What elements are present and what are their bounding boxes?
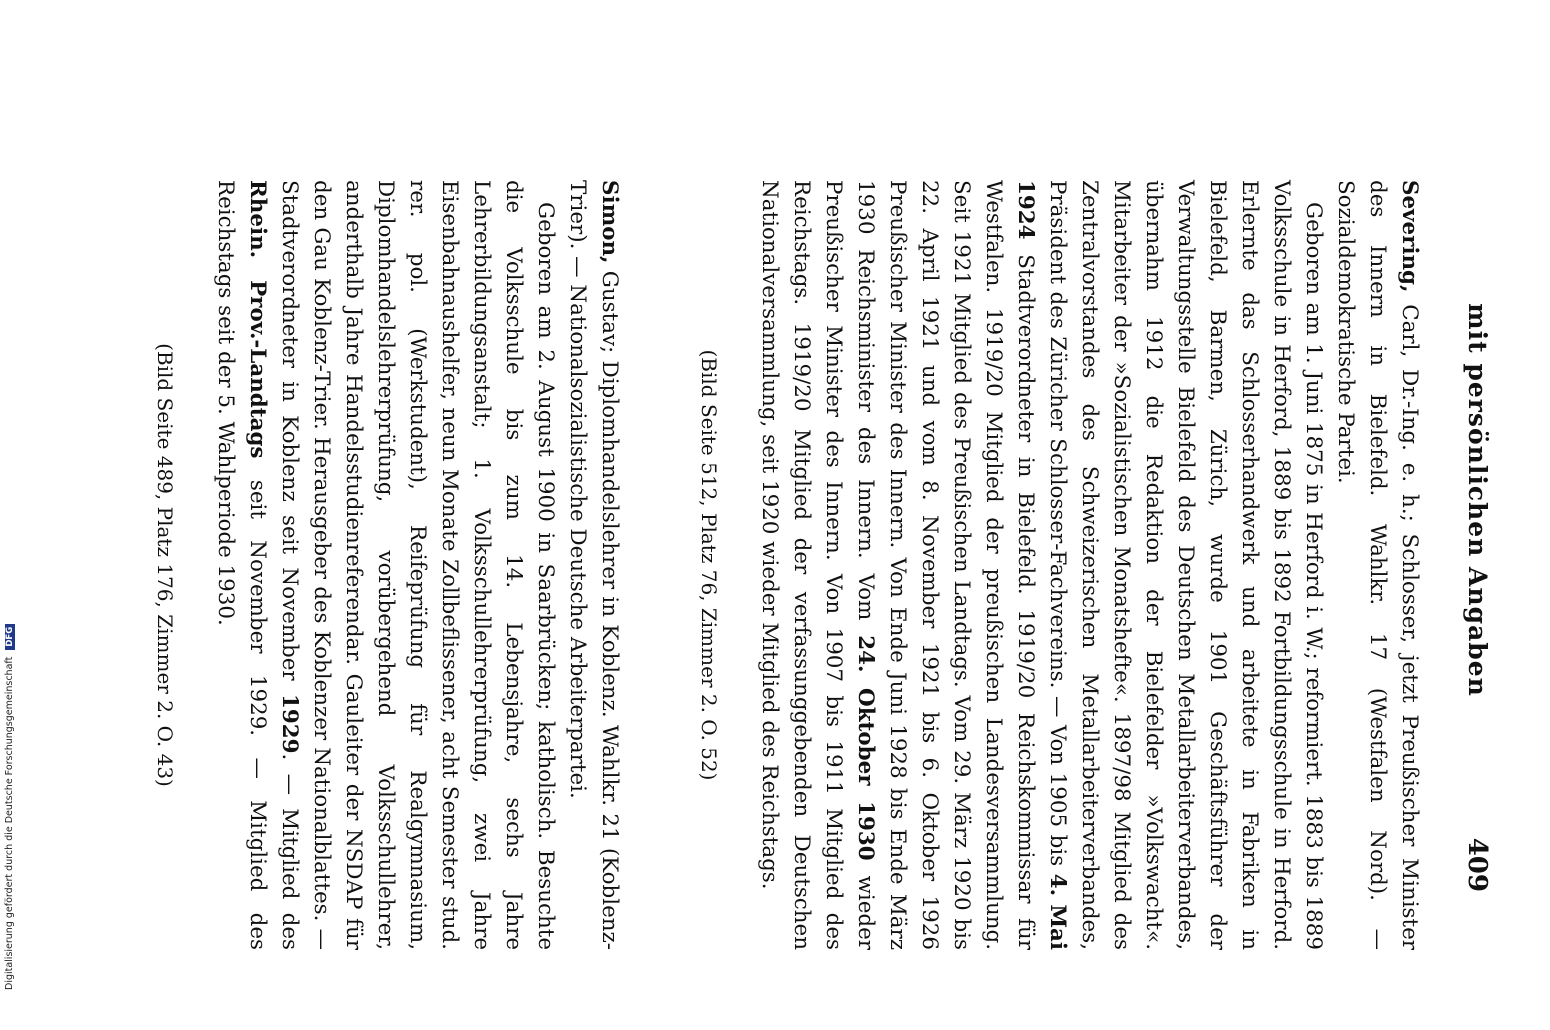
entry-intro: Carl, Dr.-Ing. e. h.; Schlosser, jetzt Preußischer Minister des Innern in Bielefeld. Wahlkr. 17 (Westfalen Nord). — Sozialdemokratische Partei. [1333,180,1422,950]
entry-body-text: wieder Preußischer Minister des Innern. Von 1907 bis 1911 Mitglied des Reichstags. 1919/20 Mitglied der verfassunggebenden Deutschen Nationalversammlung, seit 1920 wieder Mitglied des Reichstags. [757,180,878,950]
entry-name: Severing, [1397,180,1422,293]
entry-body-text: Geboren am 1. Juni 1875 in Herford i. W.; reformiert. 1883 bis 1889 Volksschule in Herford, 1889 bis 1892 Fortbildungsschule in Herford. Erlernte das Schlosserhandwerk und arbeitete in Fabriken in Bielefeld, Barmen, Zürich, wurde 1901 Geschäftsführer der Verwaltungsstelle Bielefeld des Deutschen Metallarbeiterverbandes, übernahm 1912 die Redaktion der Bielefelder »Volkswacht«. Mitarbeiter der »Sozialistischen Monatshefte«. 1897/98 Mitglied des Zentralvorstandes des Schweizerischen Metallarbeiterverbandes, Präsident des Züricher Schlosser-Fachvereins. — Von 1905 bis [1045,180,1326,950]
page-number: 409 [1462,837,1492,892]
page-header [1452,0,1492,1000]
entry-body-bold: 1929 [277,693,302,754]
entry-body [753,180,1329,950]
biography-entry-severing [693,30,1425,1030]
entry-body-text: Stadtverordneter in Bielefeld. 1919/20 Reichskommissar für Westfalen. 1919/20 Mitglied der preußischen Landesversammlung. Seit 1921 Mitglied des Preußischen Landtags. Vom 29. März 1920 bis 22. April 1921 und vom 8. November 1921 bis 6. Oktober 1926 Preußischer Minister des Innern. Von Ende Juni 1928 bis Ende März 1930 Reichsminister des Innern. Vom [853,180,1038,950]
entry-intro: Gustav; Diplomhandelslehrer in Koblenz. Wahlkr. 21 (Koblenz-Trier). — Nationalsozialistische Deutsche Arbeiterpartei. [565,180,622,950]
entry-body [209,180,561,950]
entry-name: Simon, [597,180,622,264]
entry-body-text: Geboren am 2. August 1900 in Saarbrücken; katholisch. Besuchte die Volksschule bis zum 14. Lebensjahre, sechs Jahre Lehrerbildungsanstalt; 1. Volksschullehrerprüfung, zwei Jahre Eisenbahnaushelfer, neun Monate Zollbeflissener, acht Semester stud. rer. pol. (Werkstudent), Reifeprüfung für Realgymnasium, Diplomhandelslehrerprüfung, vorübergehend Volksschullehrer, anderthalb Jahre Handelsstudienreferendar. Gauleiter der NSDAP für den Gau Koblenz-Trier. Herausgeber des Koblenzer Nationalblattes. — Stadtverordneter in Koblenz seit November [277,180,558,950]
entry-body-text: . — Mitglied des [277,753,302,950]
entry-body-bold: 24. Oktober 1930 [853,635,878,861]
entry-body-bold: Rhein. Prov.-Landtags [245,180,270,459]
running-title: mit persönlichen Angaben [1463,303,1492,697]
photo-reference: (Bild Seite 489, Platz 176, Zimmer 2. O. 43) [153,343,177,787]
entry-body-bold: 4. Mai 1924 [1013,180,1070,950]
credit-text: Digitalisierung gefördert durch die Deutsche Forschungsgemeinschaft [4,656,15,990]
dfg-logo: DFG [5,624,15,650]
photo-reference: (Bild Seite 512, Platz 76, Zimmer 2. O. 52) [697,349,721,781]
biography-entry-simon [149,30,625,1030]
entry-heading [1329,180,1425,950]
margin-credit [4,600,15,990]
entry-body-text: seit November 1929. — Mitglied des Reichstags seit der 5. Wahlperiode 1930. [213,180,270,951]
entry-heading [561,180,625,950]
